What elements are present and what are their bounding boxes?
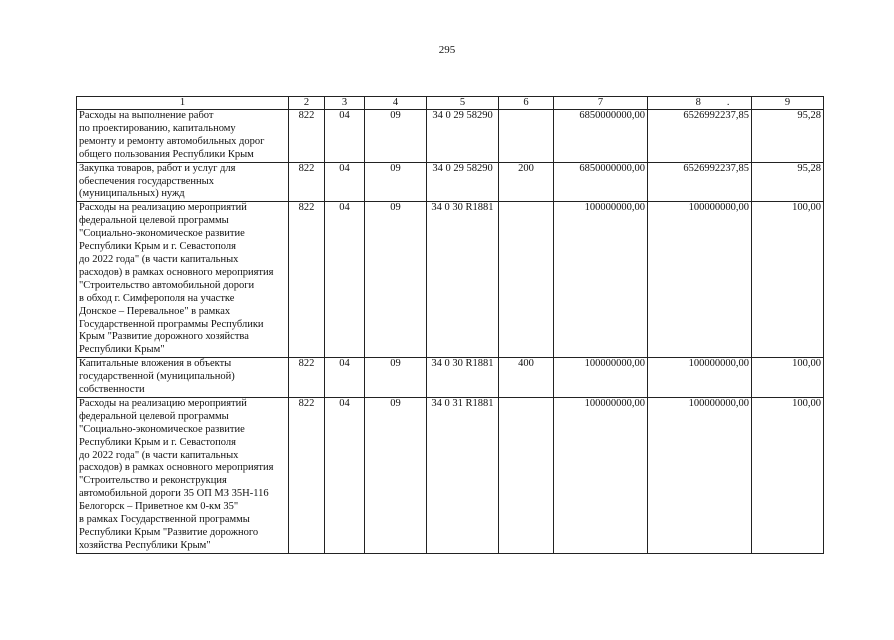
expense-type-code [499, 110, 554, 163]
description-line: "Социально-экономическое развитие [79, 228, 245, 240]
planned-amount: 100000000,00 [554, 202, 648, 358]
row-description [77, 162, 289, 202]
executed-amount: 100000000,00 [648, 202, 752, 358]
description-line: Расходы на реализацию мероприятий [79, 202, 247, 214]
description-line: "Социально-экономическое развитие [79, 423, 245, 435]
description-line: Капитальные вложения в объекты [79, 358, 232, 370]
execution-percent: 100,00 [752, 358, 824, 398]
subsection-code: 09 [365, 162, 427, 202]
description-line: Расходы на реализацию мероприятий [79, 397, 247, 409]
description-line: собственности [79, 384, 145, 396]
description-line: общего пользования Республики Крым [79, 148, 254, 160]
section-code: 04 [325, 397, 365, 553]
description-line: Республики Крым" [79, 344, 165, 356]
chapter-code: 822 [289, 358, 325, 398]
expense-type-code: 200 [499, 162, 554, 202]
description-line: хозяйства Республики Крым" [79, 539, 211, 551]
description-line: Белогорск – Приветное км 0-км 35" [79, 501, 239, 513]
description-line: Республики Крым и г. Севастополя [79, 241, 236, 253]
table-row [77, 110, 824, 163]
chapter-code: 822 [289, 110, 325, 163]
execution-percent: 95,28 [752, 110, 824, 163]
section-code: 04 [325, 162, 365, 202]
description-line: федеральной целевой программы [79, 215, 229, 227]
column-header-8-number: 8 [695, 97, 701, 108]
planned-amount: 100000000,00 [554, 358, 648, 398]
description-line: Республики Крым "Развитие дорожного [79, 527, 259, 538]
column-header-7: 7 [554, 97, 648, 110]
subsection-code: 09 [365, 358, 427, 398]
description-line: Донское – Перевальное" в рамках [79, 305, 231, 317]
row-description [77, 397, 289, 553]
description-line: федеральной целевой программы [79, 410, 229, 422]
column-header-4: 4 [365, 97, 427, 110]
description-line: "Строительство автомобильной дороги [79, 279, 255, 291]
target-article-code: 34 0 30 R1881 [427, 202, 499, 358]
page-number: 295 [438, 44, 456, 56]
description-line: "Строительство и реконструкция [79, 475, 227, 487]
target-article-code: 34 0 30 R1881 [427, 358, 499, 398]
column-number-header-row [77, 97, 824, 110]
description-line: Закупка товаров, работ и услуг для [79, 162, 236, 174]
section-code: 04 [325, 202, 365, 358]
description-line: по проектированию, капитальному [79, 122, 236, 134]
executed-amount: 100000000,00 [648, 397, 752, 553]
description-line: Государственной программы Республики [79, 318, 264, 330]
expense-type-code [499, 202, 554, 358]
target-article-code: 34 0 29 58290 [427, 162, 499, 202]
description-line: в обход г. Симферополя на участке [79, 292, 235, 304]
budget-table [76, 96, 824, 554]
column-header-1: 1 [77, 97, 289, 110]
column-header-9: 9 [752, 97, 824, 110]
description-line: государственной (муниципальной) [79, 371, 235, 383]
description-line: Крым "Развитие дорожного хозяйства [79, 331, 249, 343]
description-line: расходов) в рамках основного мероприятия [79, 266, 274, 278]
row-description [77, 358, 289, 398]
executed-amount: 6526992237,85 [648, 110, 752, 163]
description-line: в рамках Государственной программы [79, 514, 250, 526]
description-line: Расходы на выполнение работ [79, 110, 214, 121]
row-description [77, 110, 289, 163]
table-row [77, 358, 824, 398]
target-article-code: 34 0 29 58290 [427, 110, 499, 163]
column-header-8-mark: . [726, 97, 730, 108]
description-line: ремонту и ремонту автомобильных дорог [79, 135, 265, 147]
chapter-code: 822 [289, 202, 325, 358]
column-header-3: 3 [325, 97, 365, 110]
execution-percent: 100,00 [752, 397, 824, 553]
planned-amount: 6850000000,00 [554, 110, 648, 163]
chapter-code: 822 [289, 162, 325, 202]
description-line: автомобильной дороги 35 ОП МЗ 35Н-116 [79, 488, 269, 500]
executed-amount: 100000000,00 [648, 358, 752, 398]
section-code: 04 [325, 110, 365, 163]
description-line: до 2022 года" (в части капитальных [79, 253, 239, 265]
target-article-code: 34 0 31 R1881 [427, 397, 499, 553]
expense-type-code [499, 397, 554, 553]
executed-amount: 6526992237,85 [648, 162, 752, 202]
description-line: до 2022 года" (в части капитальных [79, 449, 239, 461]
table-row [77, 397, 824, 553]
table-row [77, 202, 824, 358]
execution-percent: 95,28 [752, 162, 824, 202]
expense-type-code: 400 [499, 358, 554, 398]
column-header-6: 6 [499, 97, 554, 110]
description-line: обеспечения государственных [79, 175, 214, 187]
column-header-2: 2 [289, 97, 325, 110]
planned-amount: 6850000000,00 [554, 162, 648, 202]
table-row [77, 162, 824, 202]
description-line: Республики Крым и г. Севастополя [79, 436, 236, 448]
chapter-code: 822 [289, 397, 325, 553]
subsection-code: 09 [365, 397, 427, 553]
row-description [77, 202, 289, 358]
section-code: 04 [325, 358, 365, 398]
subsection-code: 09 [365, 110, 427, 163]
description-line: (муниципальных) нужд [79, 188, 185, 200]
planned-amount: 100000000,00 [554, 397, 648, 553]
execution-percent: 100,00 [752, 202, 824, 358]
subsection-code: 09 [365, 202, 427, 358]
column-header-8 [648, 97, 752, 110]
description-line: расходов) в рамках основного мероприятия [79, 462, 274, 474]
column-header-5: 5 [427, 97, 499, 110]
